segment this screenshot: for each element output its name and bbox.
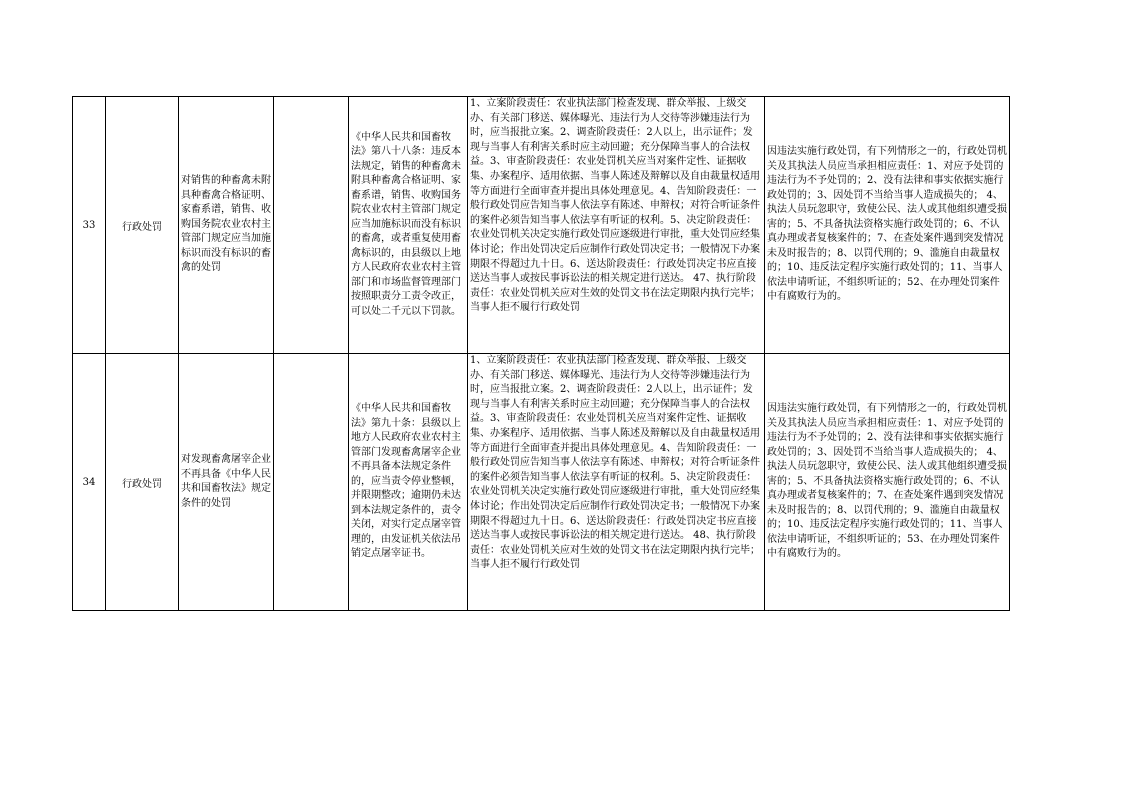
blank-cell (274, 354, 349, 611)
table-row (73, 97, 1010, 354)
power-item-name (179, 97, 274, 354)
responsibility-text: 1、立案阶段责任：农业执法部门检查发现、群众举报、上级交办、有关部门移送、媒体曝光、违法行为人交待等涉嫌违法行为时，应当报批立案。2、调查阶段责任：2人以上，出示证件；发现与当事人有利害关系时应主动回避；充分保障当事人的合法权益。3、审查阶段责任：农业处罚机关应当对案件定性、证据收集、办案程序、适用依据、当事人陈述及辩解以及自由裁量权适用等方面进行全面审查并提出具体处理意见。4、告知阶段责任：一般行政处罚应告知当事人依法享有陈述、申辩权；对符合听证条件的案件必须告知当事人依法享有听证的权利。5、决定阶段责任：农业处罚机关决定实施行政处罚应逐级进行审批，重大处罚应经集体讨论；作出处罚决定后应制作行政处罚决定书；一般情况下办案期限不得超过九十日。6、送达阶段责任：行政处罚决定书应直接送达当事人或按民事诉讼法的相关规定进行送达。 47、执行阶段责任：农业处罚机关应对生效的处罚文书在法定期限内执行完毕；当事人拒不履行行政处罚 (470, 98, 760, 314)
legal-basis (349, 354, 468, 611)
power-item-text: 对发现畜禽屠宰企业不再具备《中华人民共和国畜牧法》规定条件的处罚 (181, 454, 271, 509)
legal-basis-text: 《中华人民共和国畜牧法》第九十条：县级以上地方人民政府农业农村主管部门发现畜禽屠宰企业不再具备本法规定条件的，应当责令停业整顿，并限期整改；逾期仍未达到本法规定条件的，责令关闭，对实行定点屠宰管理的，由发证机关依法吊销定点屠宰证书。 (351, 403, 461, 560)
row-number: 33 (73, 97, 106, 354)
row-number: 34 (73, 354, 106, 611)
responsibility-items (468, 97, 765, 354)
blank-cell (274, 97, 349, 354)
power-item-text: 对销售的种畜禽未附具种畜禽合格证明、家畜系谱，销售、收购国务院农业农村主管部门规定应当加施标识而没有标识的畜禽的处罚 (181, 175, 271, 274)
power-type: 行政处罚 (106, 354, 179, 611)
power-item-name (179, 354, 274, 611)
power-type: 行政处罚 (106, 97, 179, 354)
liability-text: 因违法实施行政处罚，有下列情形之一的，行政处罚机关及其执法人员应当承担相应责任：1、对应予处罚的违法行为不予处罚的；2、没有法律和事实依据实施行政处罚的；3、因处罚不当给当事人造成损失的； 4、执法人员玩忽职守，致使公民、法人或其他组织遭受损害的；5、不具备执法资格实施行政处罚的；6、不认真办理或者复核案件的；7、在查处案件遇到突发情况未及时报告的；8、以罚代刑的；9、滥施自由裁量权的；10、违反法定程序实施行政处罚的；11、当事人依法申请听证，不组织听证的；53、在办理处罚案件中有腐败行为的。 (767, 403, 1007, 560)
responsibility-text: 1、立案阶段责任：农业执法部门检查发现、群众举报、上级交办、有关部门移送、媒体曝光、违法行为人交待等涉嫌违法行为时，应当报批立案。2、调查阶段责任：2人以上，出示证件；发现与当事人有利害关系时应主动回避；充分保障当事人的合法权益。3、审查阶段责任：农业处罚机关应当对案件定性、证据收集、办案程序、适用依据、当事人陈述及辩解以及自由裁量权适用等方面进行全面审查并提出具体处理意见。4、告知阶段责任：一般行政处罚应告知当事人依法享有陈述、申辩权；对符合听证条件的案件必须告知当事人依法享有听证的权利。5、决定阶段责任：农业处罚机关决定实施行政处罚应逐级进行审批，重大处罚应经集体讨论；作出处罚决定后应制作行政处罚决定书；一般情况下办案期限不得超过九十日。6、送达阶段责任：行政处罚决定书应直接送达当事人或按民事诉讼法的相关规定进行送达。 48、执行阶段责任：农业处罚机关应对生效的处罚文书在法定期限内执行完毕；当事人拒不履行行政处罚 (470, 355, 760, 571)
liability-items (765, 354, 1010, 611)
liability-items (765, 97, 1010, 354)
legal-basis (349, 97, 468, 354)
table-row (73, 354, 1010, 611)
legal-basis-text: 《中华人民共和国畜牧法》第八十八条：违反本法规定，销售的种畜禽未附具种畜禽合格证明、家畜系谱，销售、收购国务院农业农村主管部门规定应当加施标识而没有标识的畜禽，或者重复使用畜禽标识的，由县级以上地方人民政府农业农村主管部门和市场监督管理部门按照职责分工责令改正，可以处二千元以下罚款。 (351, 131, 461, 317)
liability-text: 因违法实施行政处罚，有下列情形之一的，行政处罚机关及其执法人员应当承担相应责任：1、对应予处罚的违法行为不予处罚的；2、没有法律和事实依据实施行政处罚的；3、因处罚不当给当事人造成损失的； 4、执法人员玩忽职守，致使公民、法人或其他组织遭受损害的；5、不具备执法资格实施行政处罚的；6、不认真办理或者复核案件的；7、在查处案件遇到突发情况未及时报告的；8、以罚代刑的；9、滥施自由裁量权的；10、违反法定程序实施行政处罚的；11、当事人依法申请听证，不组织听证的；52、在办理处罚案件中有腐败行为的。 (767, 146, 1007, 303)
responsibility-items (468, 354, 765, 611)
power-list-table (72, 96, 1010, 611)
